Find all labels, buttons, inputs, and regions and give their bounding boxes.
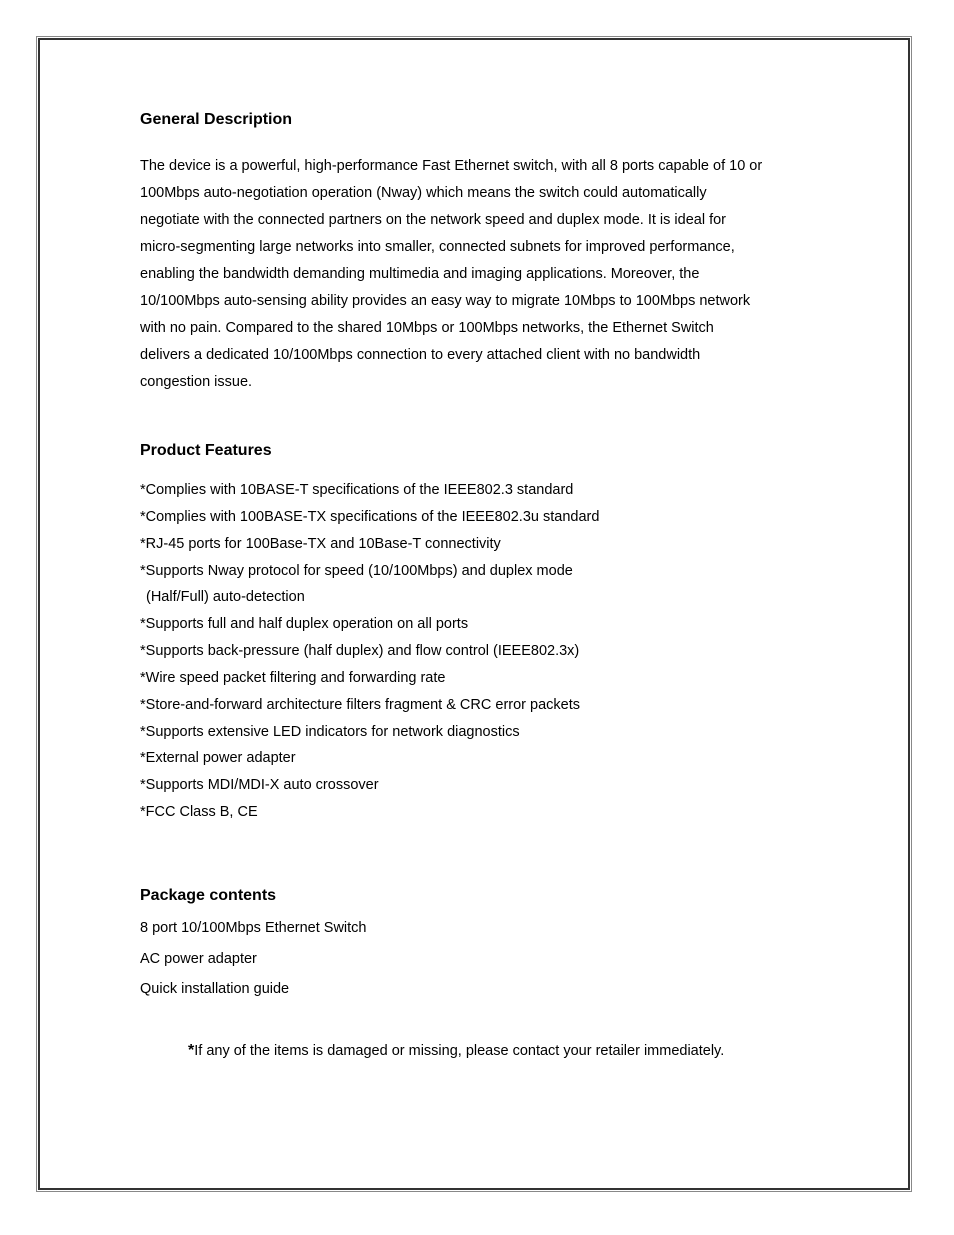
note-text: If any of the items is damaged or missing, please contact your retailer immediately. [194, 1043, 725, 1059]
paragraph-line: congestion issue. [140, 374, 253, 390]
paragraph-line: negotiate with the connected partners on the network speed and duplex mode. It is ideal for [140, 212, 727, 228]
feature-item: *Supports full and half duplex operation on all ports [140, 616, 469, 633]
feature-item-continuation: (Half/Full) auto-detection [146, 589, 305, 606]
feature-item: *Supports extensive LED indicators for network diagnostics [140, 723, 520, 740]
paragraph-line: micro-segmenting large networks into smaller, connected subnets for improved performance, [140, 239, 735, 255]
missing-items-note [188, 1041, 724, 1061]
feature-item: *Wire speed packet filtering and forwarding rate [140, 669, 446, 686]
feature-item: *Supports Nway protocol for speed (10/100Mbps) and duplex mode [140, 562, 573, 579]
general-description-heading: General Description [140, 111, 293, 128]
feature-item: *External power adapter [140, 750, 296, 767]
feature-item: *Supports back-pressure (half duplex) and flow control (IEEE802.3x) [140, 643, 580, 660]
feature-item: *Complies with 100BASE-TX specifications of the IEEE802.3u standard [140, 508, 600, 525]
feature-item: *Store-and-forward architecture filters fragment & CRC error packets [140, 696, 580, 713]
paragraph-line: delivers a dedicated 10/100Mbps connection to every attached client with no bandwidth [140, 347, 701, 363]
paragraph-line: with no pain. Compared to the shared 10Mbps or 100Mbps networks, the Ethernet Switch [140, 320, 714, 336]
package-item: 8 port 10/100Mbps Ethernet Switch [140, 920, 367, 936]
paragraph-line: The device is a powerful, high-performance Fast Ethernet switch, with all 8 ports capable of 10 or [140, 158, 763, 174]
note-asterisk: * [188, 1042, 195, 1059]
feature-item: *RJ-45 ports for 100Base-TX and 10Base-T connectivity [140, 535, 501, 552]
feature-item: *Complies with 10BASE-T specifications of the IEEE802.3 standard [140, 482, 574, 498]
package-item: Quick installation guide [140, 981, 290, 997]
general-description-paragraph [140, 153, 820, 396]
paragraph-line: 100Mbps auto-negotiation operation (Nway) which means the switch could automatically [140, 185, 707, 201]
package-contents-heading: Package contents [140, 887, 277, 904]
feature-item: *FCC Class B, CE [140, 804, 258, 821]
package-item: AC power adapter [140, 950, 257, 967]
paragraph-line: enabling the bandwidth demanding multimedia and imaging applications. Moreover, the [140, 266, 700, 282]
product-features-list [140, 477, 599, 826]
feature-item: *Supports MDI/MDI-X auto crossover [140, 777, 379, 794]
paragraph-line: 10/100Mbps auto-sensing ability provides an easy way to migrate 10Mbps to 100Mbps network [140, 293, 751, 309]
product-features-heading: Product Features [140, 442, 272, 459]
package-contents-list [140, 913, 367, 1005]
